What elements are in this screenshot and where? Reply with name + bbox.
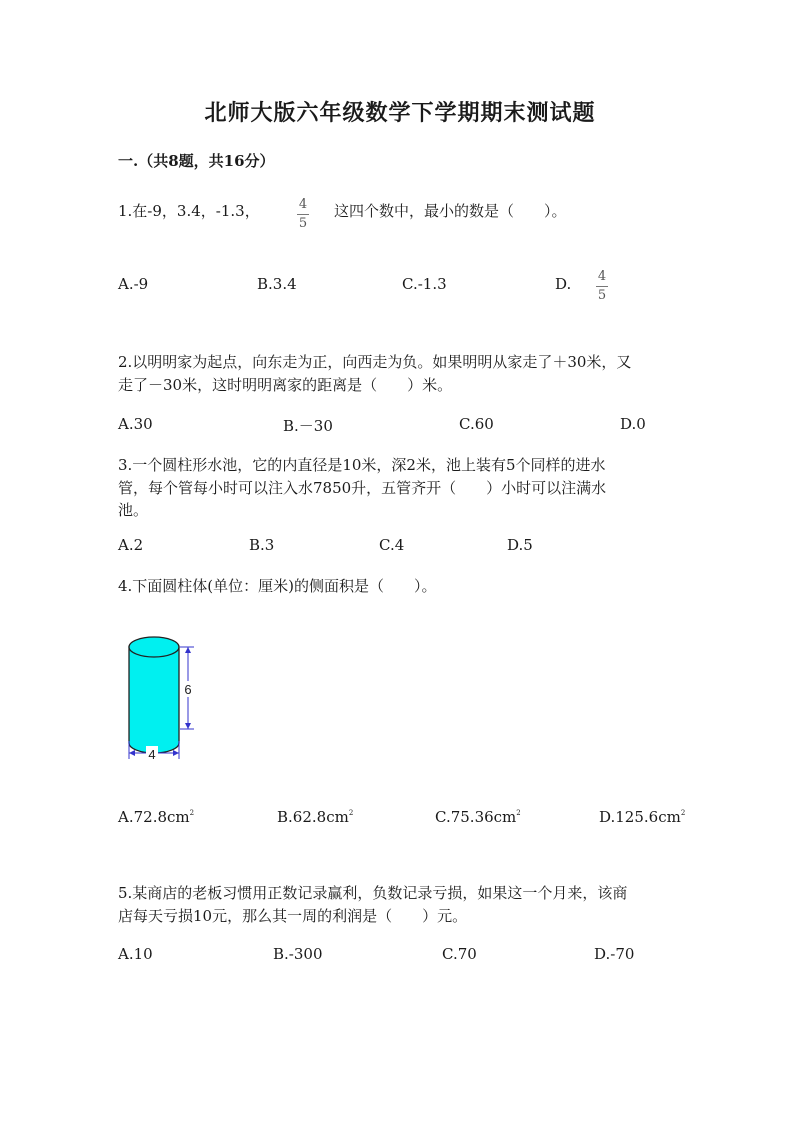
page-title: 北师大版六年级数学下学期期末测试题 (204, 100, 596, 126)
q3-option-c: C.4 (379, 536, 405, 554)
q5-option-b: B.-300 (273, 945, 323, 963)
q3-text-line-3: 池。 (118, 501, 149, 519)
diameter-label: 4 (148, 747, 156, 762)
q4-option-d (599, 808, 685, 826)
q5-text-line-2: 店每天亏损10元，那么其一周的利润是（ ）元。 (118, 907, 468, 925)
q1-option-d-numerator: 4 (597, 269, 607, 284)
q1-option-d: D. (555, 275, 572, 293)
q2-text-line-2: 走了－30米，这时明明离家的距离是（ ）米。 (118, 376, 453, 394)
q4-option-d-text: D.125.6cm (599, 808, 681, 826)
q4-option-c (435, 808, 521, 826)
cylinder-body (129, 647, 179, 753)
q4-text: 4.下面圆柱体(单位：厘米)的侧面积是（ ）。 (118, 577, 437, 595)
q5-option-d: D.-70 (594, 945, 635, 963)
q3-text-line-2: 管，每个管每小时可以注入水7850升，五管齐开（ ）小时可以注满水 (118, 479, 607, 497)
q2-option-d: D.0 (620, 415, 646, 433)
q1-option-a: A.-9 (118, 275, 149, 293)
q4-option-a (118, 808, 194, 826)
q1-fraction (297, 198, 309, 230)
q1-text-pre: 1.在-9，3.4，-1.3， (118, 202, 260, 220)
q1-option-b: B.3.4 (257, 275, 297, 293)
section-header: 一.（共8题，共16分） (118, 152, 275, 170)
q1-option-d-fraction (596, 270, 608, 302)
height-arrow-down (185, 723, 191, 729)
fraction-bar (596, 286, 608, 287)
q3-option-b: B.3 (249, 536, 275, 554)
q5-option-a: A.10 (118, 945, 153, 963)
q2-option-c: C.60 (459, 415, 494, 433)
q3-option-d: D.5 (507, 536, 533, 554)
cylinder-figure (118, 625, 208, 765)
diameter-arrow-right (173, 750, 179, 756)
q2-option-a: A.30 (118, 415, 153, 433)
q1-option-d-denominator: 5 (597, 288, 607, 303)
q4-option-b-text: B.62.8cm (277, 808, 349, 826)
q4-option-a-text: A.72.8cm (118, 808, 190, 826)
diameter-arrow-left (129, 750, 135, 756)
q2-text-line-1: 2.以明明家为起点，向东走为正，向西走为负。如果明明从家走了＋30米，又 (118, 353, 632, 371)
q1-fraction-numerator: 4 (298, 197, 308, 212)
q5-text-line-1: 5.某商店的老板习惯用正数记录赢利，负数记录亏损，如果这一个月来，该商 (118, 884, 628, 902)
q5-option-c: C.70 (442, 945, 477, 963)
q1-fraction-denominator: 5 (298, 216, 308, 231)
unit-superscript: 2 (680, 809, 686, 817)
q4-option-c-text: C.75.36cm (435, 808, 517, 826)
height-arrow-up (185, 647, 191, 653)
unit-superscript: 2 (348, 809, 354, 817)
fraction-bar (297, 214, 309, 215)
q1-option-c: C.-1.3 (402, 275, 447, 293)
unit-superscript: 2 (189, 809, 195, 817)
height-label: 6 (184, 682, 192, 697)
q4-option-b (277, 808, 353, 826)
q3-option-a: A.2 (118, 536, 144, 554)
q1-text-post: 这四个数中，最小的数是（ ）。 (334, 202, 567, 220)
q3-text-line-1: 3.一个圆柱形水池，它的内直径是10米，深2米，池上装有5个同样的进水 (118, 456, 606, 474)
q2-option-b: B.－30 (283, 417, 333, 435)
unit-superscript: 2 (516, 809, 521, 817)
cylinder-top (129, 637, 179, 657)
